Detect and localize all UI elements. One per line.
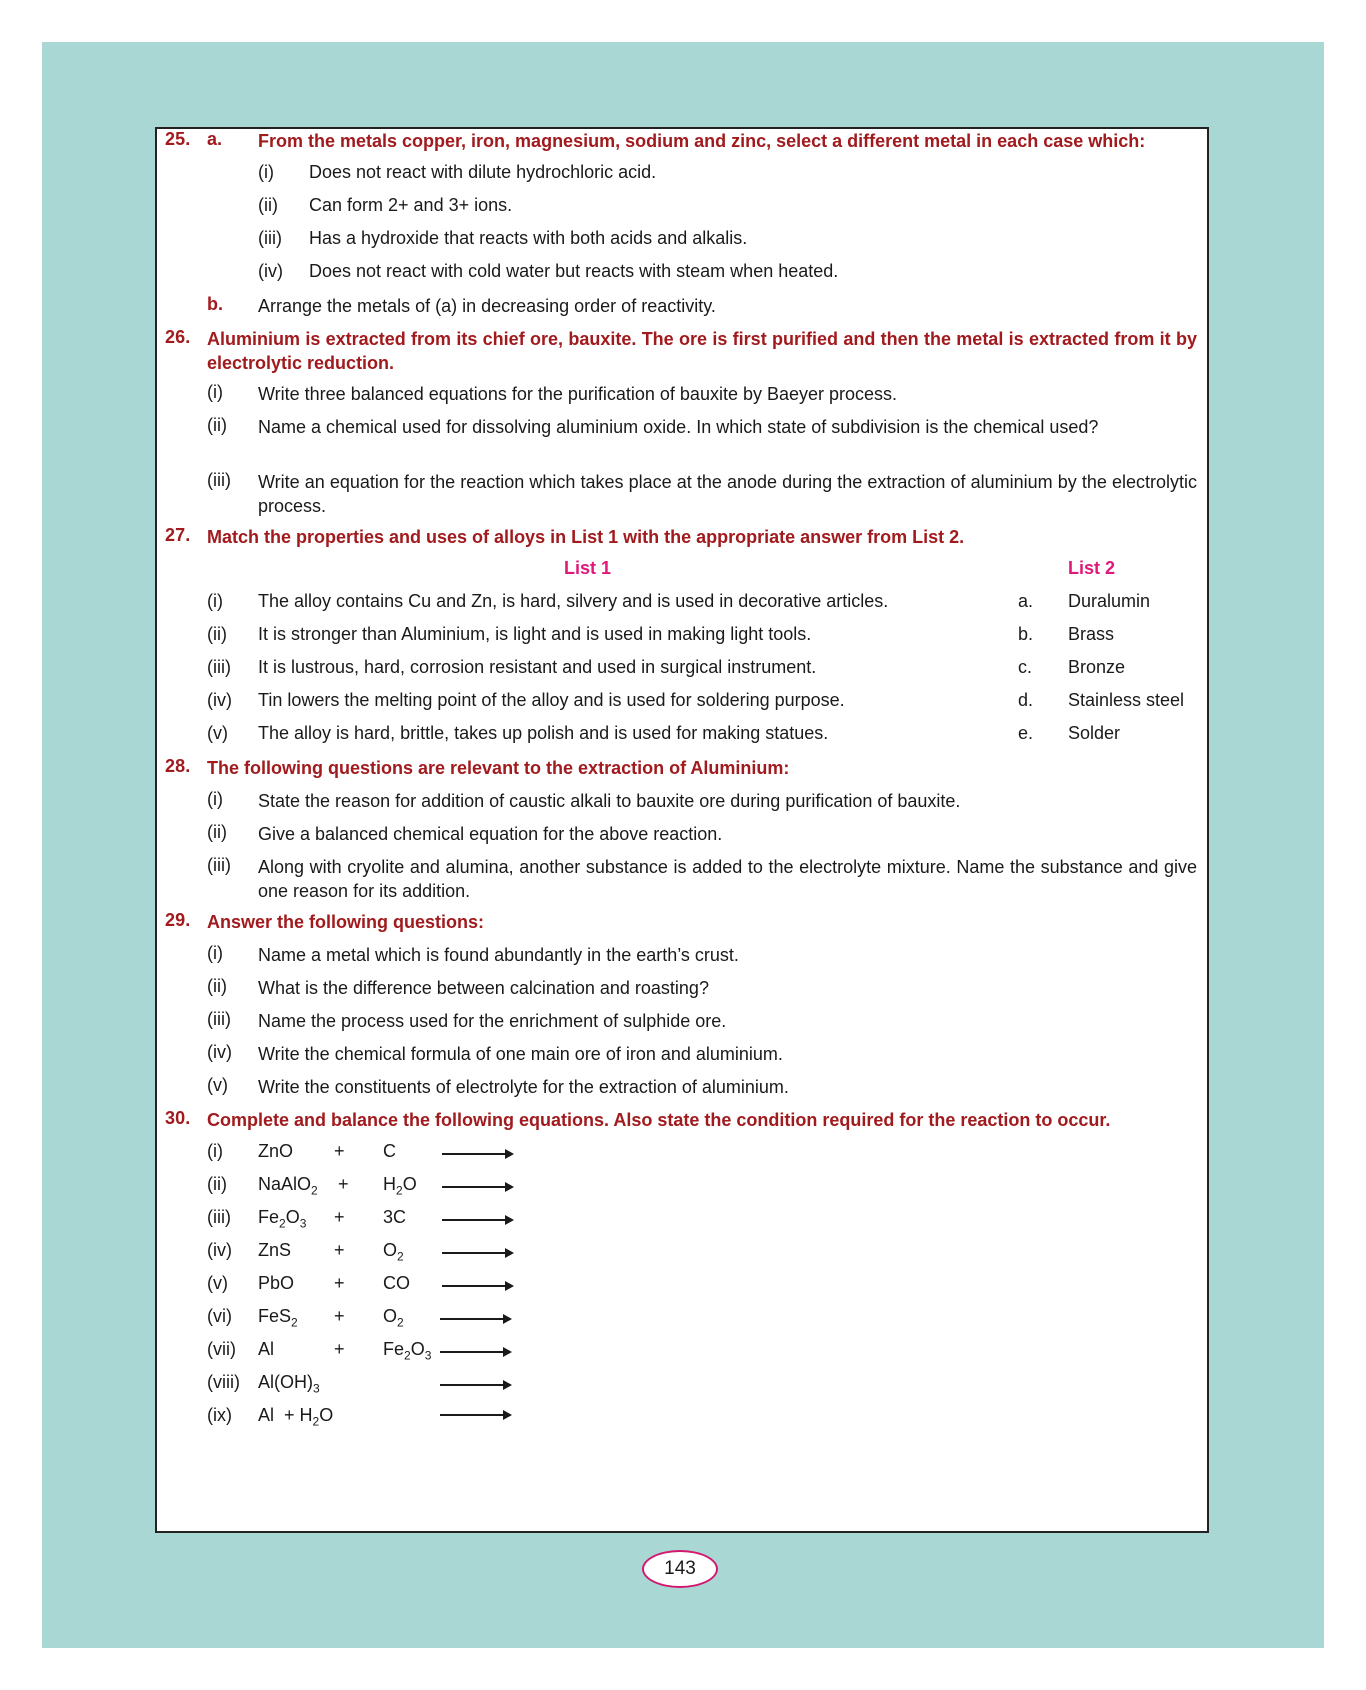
plus-sign: + — [334, 1207, 345, 1227]
item-number: (iv) — [207, 1042, 232, 1062]
item-text: Write an equation for the reaction which takes place at the anode during the extraction of aluminium by the electrolytic process. — [258, 472, 1197, 516]
question-text: The following questions are relevant to the extraction of Aluminium: — [207, 758, 790, 778]
item-text: Give a balanced chemical equation for the above reaction. — [258, 824, 723, 844]
list1-heading: List 1 — [564, 558, 612, 578]
question-number: 28. — [165, 756, 191, 776]
reaction-arrow — [440, 1414, 510, 1416]
reactant-1: ZnO — [258, 1141, 294, 1161]
reaction-arrow — [442, 1186, 512, 1188]
plus-sign: + — [334, 1306, 345, 1326]
list2-heading: List 2 — [1068, 558, 1116, 578]
item-number: (iii) — [258, 228, 282, 248]
item-number: (i) — [207, 789, 223, 809]
item-number: (ii) — [207, 624, 227, 644]
reactant-1: $Al(OH)_3$ — [258, 1372, 320, 1396]
item-number: (ii) — [207, 976, 227, 996]
list2-letter: b. — [1018, 624, 1034, 644]
reaction-arrow — [442, 1285, 512, 1287]
reactant-2: 3C — [383, 1207, 407, 1227]
list2-answer: Duralumin — [1068, 591, 1151, 611]
equation-number: (vi) — [207, 1306, 232, 1326]
item-text: State the reason for addition of caustic alkali to bauxite ore during purification of bauxite. — [258, 791, 961, 811]
item-text: Write the constituents of electrolyte for the extraction of aluminium. — [258, 1077, 789, 1097]
equation-number: (v) — [207, 1273, 228, 1293]
reaction-arrow — [440, 1351, 510, 1353]
item-number: (iv) — [207, 690, 232, 710]
item-text: Write three balanced equations for the purification of bauxite by Baeyer process. — [258, 384, 898, 404]
item-text: Name a chemical used for dissolving aluminium oxide. In which state of subdivision is the chemical used? — [258, 417, 1099, 437]
plus-sign: + — [338, 1174, 349, 1194]
item-number: (i) — [207, 382, 223, 402]
plus-sign: + — [334, 1273, 345, 1293]
equation-number: (ii) — [207, 1174, 227, 1194]
item-text: What is the difference between calcination and roasting? — [258, 978, 709, 998]
reaction-arrow — [440, 1318, 510, 1320]
reactant-2: $O_2$ — [383, 1306, 404, 1330]
reaction-arrow — [442, 1219, 512, 1221]
item-number: (ii) — [258, 195, 278, 215]
item-text: It is stronger than Aluminium, is light and is used in making light tools. — [258, 624, 812, 644]
reactant-2: $H_2O$ — [383, 1174, 417, 1198]
reactant-1: PbO — [258, 1273, 295, 1293]
question-text: Aluminium is extracted from its chief ore, bauxite. The ore is first purified and then the metal is extracted from it by electrolytic reduction. — [207, 329, 1197, 373]
item-text: The alloy is hard, brittle, takes up polish and is used for making statues. — [258, 723, 829, 743]
item-text: Name the process used for the enrichment of sulphide ore. — [258, 1011, 727, 1031]
list2-letter: e. — [1018, 723, 1034, 743]
reaction-arrow — [442, 1252, 512, 1254]
reaction-arrow — [440, 1384, 510, 1386]
question-text: From the metals copper, iron, magnesium, sodium and zinc, select a different metal in each case which: — [258, 131, 1146, 151]
equation-number: (vii) — [207, 1339, 236, 1359]
question-text: Complete and balance the following equations. Also state the condition required for the reaction to occur. — [207, 1110, 1111, 1130]
question-number: 29. — [165, 910, 191, 930]
plus-sign: + — [334, 1339, 345, 1359]
question-number: 27. — [165, 525, 191, 545]
item-text: Name a metal which is found abundantly in the earth’s crust. — [258, 945, 739, 965]
reactant-1: NaAlO$_2$ — [258, 1174, 318, 1198]
equation-number: (i) — [207, 1141, 223, 1161]
item-text: It is lustrous, hard, corrosion resistant and used in surgical instrument. — [258, 657, 817, 677]
reactant-1: Al — [258, 1339, 275, 1359]
reactant-1: ZnS — [258, 1240, 292, 1260]
question-text: Answer the following questions: — [207, 912, 485, 932]
reactant-2: CO — [383, 1273, 410, 1293]
equation-number: (iii) — [207, 1207, 231, 1227]
reactant-1: $Al + H_2O$ — [258, 1405, 334, 1429]
item-number: (iv) — [258, 261, 283, 281]
list2-answer: Solder — [1068, 723, 1121, 743]
reactant-1: FeS$_2$ — [258, 1306, 298, 1330]
item-text: Tin lowers the melting point of the alloy and is used for soldering purpose. — [258, 690, 845, 710]
part-label: a. — [207, 129, 223, 149]
list2-answer: Stainless steel — [1068, 690, 1185, 710]
list2-letter: c. — [1018, 657, 1033, 677]
equation-number: (viii) — [207, 1372, 240, 1392]
reactant-1: $Fe_2O_3$ — [258, 1207, 307, 1231]
item-number: (i) — [207, 943, 223, 963]
item-number: (i) — [207, 591, 223, 611]
reactant-2: C — [383, 1141, 396, 1161]
item-number: (ii) — [207, 415, 227, 435]
item-text: The alloy contains Cu and Zn, is hard, silvery and is used in decorative articles. — [258, 591, 889, 611]
part-label: b. — [207, 294, 223, 314]
item-number: (v) — [207, 723, 228, 743]
item-number: (iii) — [207, 855, 231, 875]
item-text: Does not react with cold water but reacts with steam when heated. — [309, 261, 839, 281]
question-text: Match the properties and uses of alloys in List 1 with the appropriate answer from List 2. — [207, 527, 965, 547]
reaction-arrow — [442, 1153, 512, 1155]
item-text: Does not react with dilute hydrochloric acid. — [309, 162, 657, 182]
item-number: (v) — [207, 1075, 228, 1095]
question-number: 30. — [165, 1108, 191, 1128]
question-number: 25. — [165, 129, 191, 149]
list2-letter: a. — [1018, 591, 1034, 611]
item-text: Arrange the metals of (a) in decreasing order of reactivity. — [258, 296, 716, 316]
page-number: 143 — [642, 1550, 718, 1588]
item-number: (iii) — [207, 470, 231, 490]
equation-number: (ix) — [207, 1405, 232, 1425]
equation-number: (iv) — [207, 1240, 232, 1260]
item-text: Has a hydroxide that reacts with both acids and alkalis. — [309, 228, 748, 248]
question-box — [155, 127, 1209, 1533]
item-number: (ii) — [207, 822, 227, 842]
item-text: Can form 2+ and 3+ ions. — [309, 195, 513, 215]
list2-letter: d. — [1018, 690, 1034, 710]
item-number: (iii) — [207, 657, 231, 677]
reactant-2: $O_2$ — [383, 1240, 404, 1264]
list2-answer: Bronze — [1068, 657, 1126, 677]
list2-answer: Brass — [1068, 624, 1115, 644]
item-text: Along with cryolite and alumina, another substance is added to the electrolyte mixture. Name the substance and give one reason for its addition. — [258, 857, 1197, 901]
reactant-2: $Fe_2O_3$ — [383, 1339, 432, 1363]
question-number: 26. — [165, 327, 191, 347]
plus-sign: + — [334, 1240, 345, 1260]
plus-sign: + — [334, 1141, 345, 1161]
item-number: (i) — [258, 162, 274, 182]
item-text: Write the chemical formula of one main ore of iron and aluminium. — [258, 1044, 783, 1064]
item-number: (iii) — [207, 1009, 231, 1029]
